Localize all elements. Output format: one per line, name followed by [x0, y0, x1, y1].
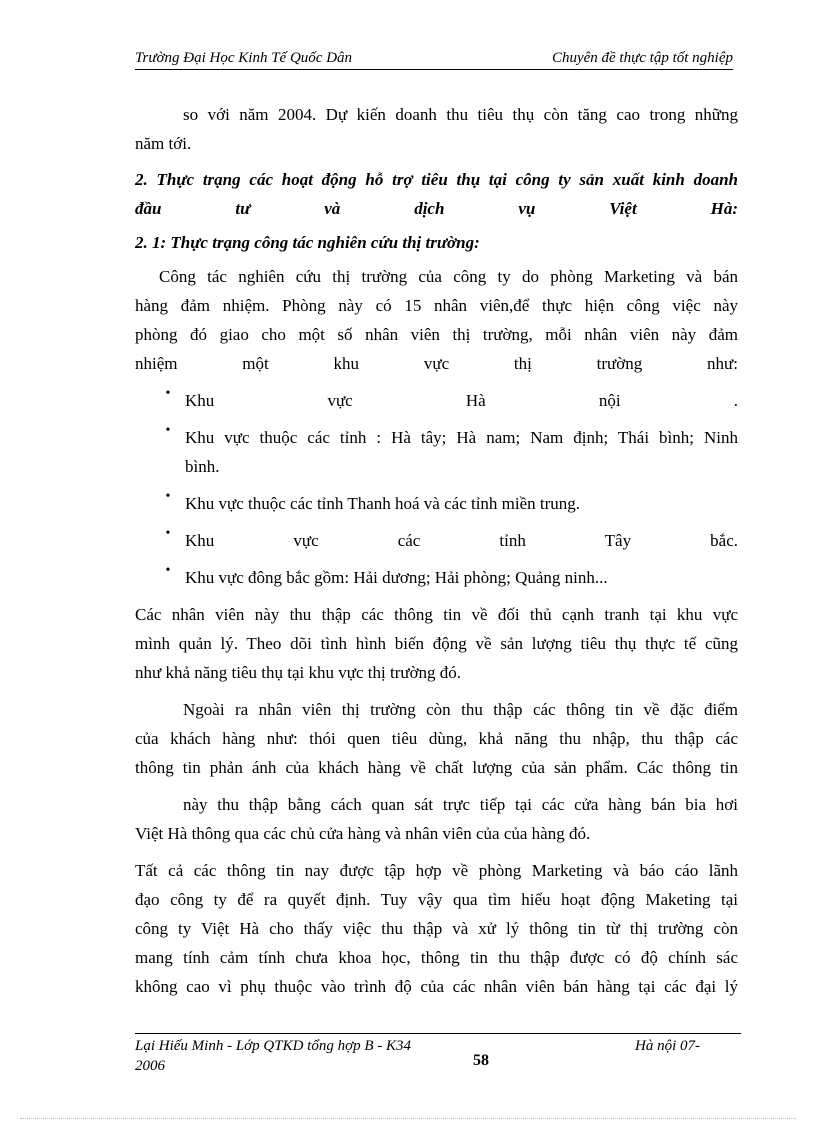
- paragraph-line: hàng đảm nhiệm. Phòng này có 15 nhân viên,để thực hiện công việc này: [135, 296, 738, 315]
- list-item: [135, 563, 738, 592]
- paragraph-line: phòng đó giao cho một số nhân viên thị trường, mỗi nhân viên này đảm: [135, 325, 738, 344]
- header-school: Trường Đại Học Kinh Tế Quốc Dân: [135, 50, 353, 66]
- paragraph-line: mang tính cảm tính chưa khoa học, thông tin thu thập được có độ chính sác: [135, 948, 738, 967]
- list-item-text: Khu vực đông bắc gồm: Hải dương; Hải phòng; Quảng ninh...: [185, 568, 608, 587]
- paragraph-line: Tất cả các thông tin nay được tập hợp về phòng Marketing và báo cáo lãnh: [135, 861, 738, 880]
- list-item-text: bình.: [185, 457, 220, 476]
- bullet-icon: •: [165, 489, 171, 504]
- list-item-text: Khu vực các tỉnh Tây bắc.: [185, 531, 738, 550]
- paragraph-line: Việt Hà thông qua các chủ cửa hàng và nhân viên của của hàng đó.: [135, 824, 591, 843]
- paragraph-line: so với năm 2004. Dự kiến doanh thu tiêu thụ còn tăng cao trong những: [183, 105, 738, 124]
- bullet-icon: •: [165, 423, 171, 438]
- footer-year: 2006: [135, 1058, 165, 1074]
- section-heading: đầu tư và dịch vụ Việt Hà:: [135, 199, 738, 218]
- paragraph-line: của khách hàng như: thói quen tiêu dùng, khả năng thu nhập, thu thập các: [135, 729, 738, 748]
- paragraph-line: như khả năng tiêu thụ tại khu vực thị trường đó.: [135, 663, 462, 682]
- paragraph-line: mình quản lý. Theo dõi tình hình biến động về sản lượng tiêu thụ thực tế cũng: [135, 634, 738, 653]
- list-item-text: Khu vực Hà nội .: [185, 391, 738, 410]
- paragraph-line: Công tác nghiên cứu thị trường của công ty do phòng Marketing và bán: [159, 267, 738, 286]
- subsection-heading: 2. 1: Thực trạng công tác nghiên cứu thị trường:: [135, 233, 480, 252]
- paragraph-line: nhiệm một khu vực thị trường như:: [135, 354, 738, 373]
- bullet-icon: •: [165, 563, 171, 578]
- paragraph-line: năm tới.: [135, 134, 192, 153]
- page-number: 58: [473, 1052, 489, 1069]
- document-body: [135, 100, 738, 1001]
- list-item: [135, 526, 738, 555]
- paragraph-line: đạo công ty để ra quyết định. Tuy vậy qua tìm hiểu hoạt động Maketing tại: [135, 890, 738, 909]
- list-item-text: Khu vực thuộc các tỉnh Thanh hoá và các tỉnh miền trung.: [185, 494, 581, 513]
- paragraph-line: này thu thập bằng cách quan sát trực tiếp tại các cửa hàng bán bia hơi: [183, 795, 738, 814]
- paragraph-line: Ngoài ra nhân viên thị trường còn thu thập các thông tin về đặc điểm: [183, 700, 738, 719]
- page-edge-divider: [20, 1118, 796, 1119]
- paragraph-line: thông tin phản ánh của khách hàng về chất lượng của sản phẩm. Các thông tin: [135, 758, 738, 777]
- page-header: [135, 49, 733, 70]
- paragraph-line: Các nhân viên này thu thập các thông tin về đối thủ cạnh tranh tại khu vực: [135, 605, 738, 624]
- paragraph-line: công ty Việt Hà cho thấy việc thu thập và xử lý thông tin từ thị trường còn: [135, 919, 738, 938]
- page-footer: [135, 1033, 741, 1084]
- bullet-icon: •: [165, 526, 171, 541]
- header-title: Chuyên đề thực tập tốt nghiệp: [551, 50, 733, 66]
- footer-author: Lại Hiếu Minh - Lớp QTKD tổng hợp B - K34: [135, 1038, 412, 1054]
- list-item: [135, 386, 738, 415]
- footer-date: Hà nội 07-: [635, 1038, 700, 1054]
- paragraph-line: không cao vì phụ thuộc vào trình độ của các nhân viên bán hàng tại các đại lý: [135, 977, 738, 996]
- list-item: [135, 489, 738, 518]
- list-item-text: Khu vực thuộc các tỉnh : Hà tây; Hà nam; Nam định; Thái bình; Ninh: [185, 428, 738, 447]
- list-item: [135, 423, 738, 481]
- bullet-icon: •: [165, 386, 171, 401]
- section-heading: 2. Thực trạng các hoạt động hỗ trợ tiêu thụ tại công ty sản xuất kinh doanh: [135, 170, 738, 189]
